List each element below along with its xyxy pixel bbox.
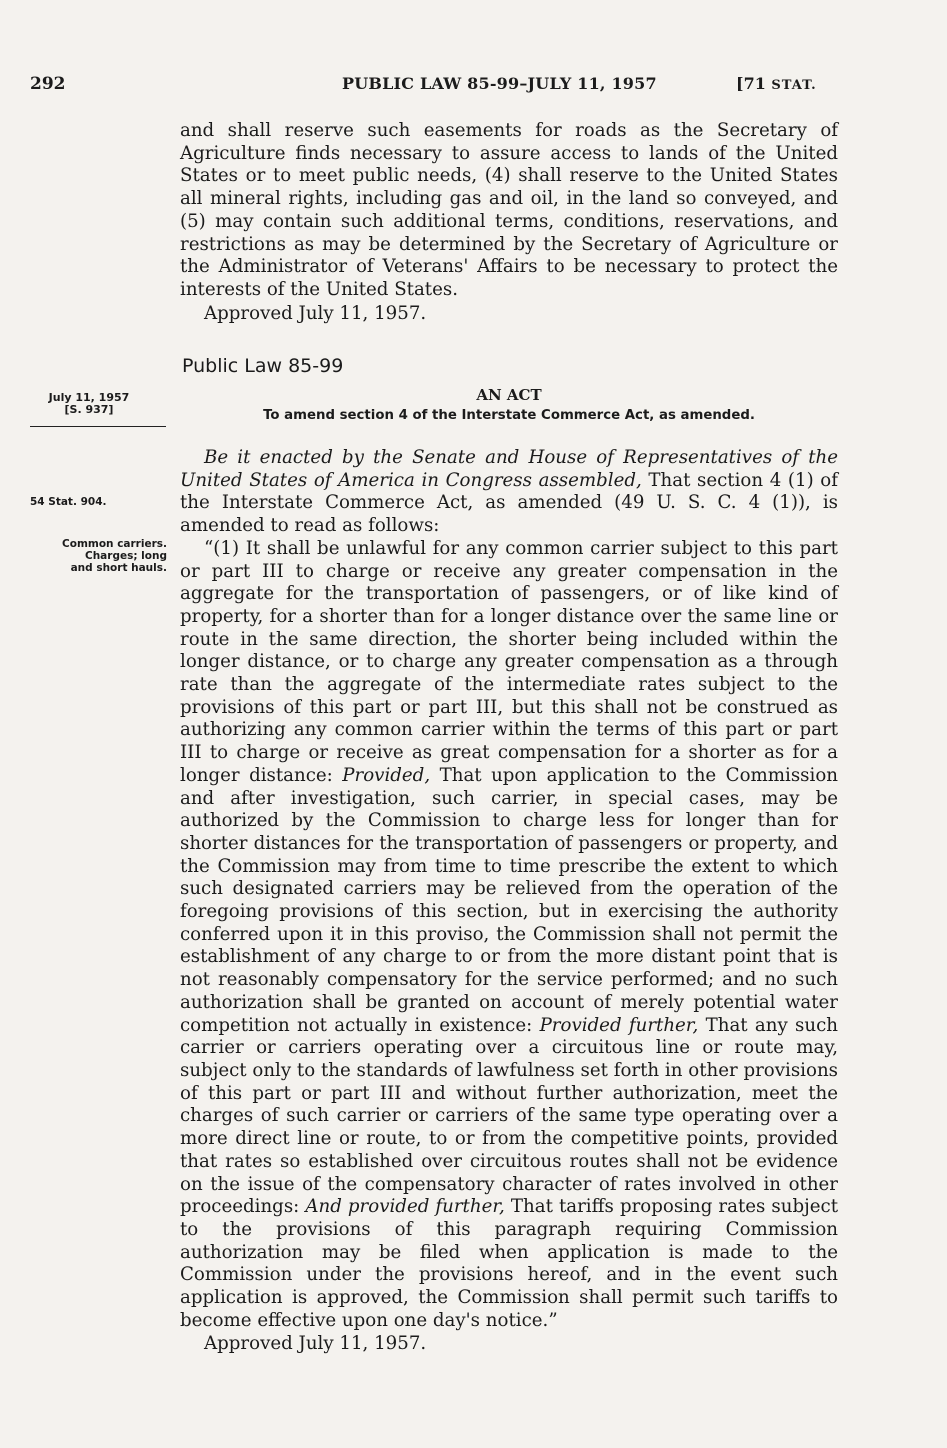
side-divider: [30, 426, 166, 427]
statute-volume: [71 STAT.: [736, 74, 817, 93]
subject-margin-note: Common carriers. Charges; long and short hauls.: [62, 538, 167, 574]
enactment-date: July 11, 1957: [48, 391, 130, 404]
approval-date-2: Approved July 11, 1957.: [204, 1333, 427, 1355]
enacting-clause: Be it enacted by the Senate and House of Representatives of the United States of America in Congress assembled, That section 4 (1) of the Interstate Commerce Act, as amended (49 U. S. C. 4 (1)), is amended to read as follows:: [180, 447, 838, 537]
law-title: Public Law 85-99: [182, 355, 344, 377]
previous-law-ending: [180, 120, 838, 326]
bill-number: [S. 937]: [64, 403, 114, 416]
statute-reference-note: 54 Stat. 904.: [30, 496, 107, 508]
act-label: AN ACT: [476, 386, 542, 404]
approval-date-1: Approved July 11, 1957.: [204, 302, 427, 324]
section-text: “(1) It shall be unlawful for any common carrier subject to this part or part III to charge or receive any greater compensation in the aggregate for the transportation of passengers, or of like kind of property, for a shorter than for a longer distance over the same line or route in the same direction, the shorter being included within the longer distance, or to charge any greater compensation as a through rate than the aggregate of the intermediate rates subject to the provisions of this part or part III, but this shall not be construed as authorizing any common carrier within the terms of this part or part III to charge or receive as great compensation for a shorter as for a longer distance: Provided, That upon application to the Commission and after investigation, such carrier, in special cases, may be authorized by the Commission to charge less for longer than for shorter distances for the transportation of passengers or property, and the Commission may from time to time prescribe the extent to which such designated carriers may be relieved from the operation of the foregoing provisions of this section, but in exercising the authority conferred upon it in this proviso, the Commission shall not permit the establishment of any charge to or from the more distant point that is not reasonably compensatory for the service performed; and no such authorization shall be granted on account of merely potential water competition not actually in existence: Provided further, That any such carrier or carriers operating over a circuitous line or route may, subject only to the standards of lawfulness set forth in other provisions of this part or part III and without further authorization, meet the charges of such carrier or carriers of the same type operating over a more direct line or route, to or from the competitive points, provided that rates so established over circuitous routes shall not be evidence on the issue of the compensatory character of rates involved in other proceedings: And provided further, That tariffs proposing rates subject to the provisions of this paragraph requiring Commission authorization may be filed when application is made to the Commission under the provisions hereof, and in the event such application is approved, the Commission shall permit such tariffs to become effective upon one day's notice.”: [180, 537, 838, 1331]
enactment-date-note: [30, 392, 148, 416]
page-number: 292: [30, 74, 66, 94]
previous-law-paragraph: and shall reserve such easements for roads as the Secretary of Agriculture finds necessary to assure access to lands of the United States or to meet public needs, (4) shall reserve to the United States all mineral rights, including gas and oil, in the land so conveyed, and (5) may contain such additional terms, conditions, reservations, and restrictions as may be determined by the Secretary of Agriculture or the Administrator of Veterans' Affairs to be necessary to protect the interests of the United States.: [180, 120, 838, 300]
running-title: PUBLIC LAW 85-99–JULY 11, 1957: [342, 74, 657, 93]
act-body: [180, 447, 838, 1356]
act-subtitle: To amend section 4 of the Interstate Commerce Act, as amended.: [263, 408, 755, 423]
page-header: [30, 74, 930, 100]
